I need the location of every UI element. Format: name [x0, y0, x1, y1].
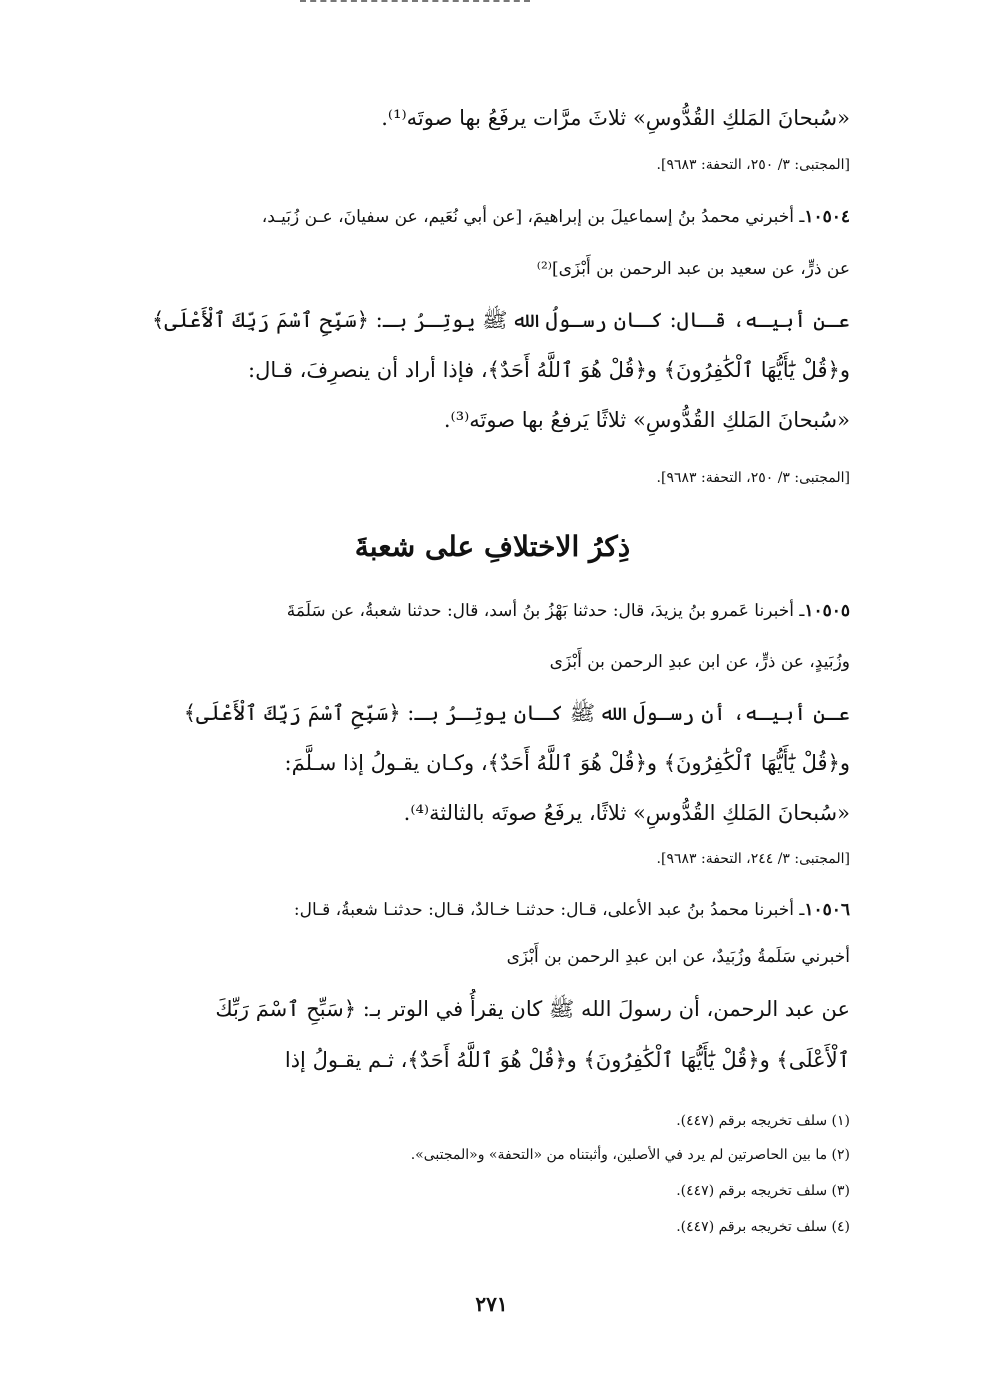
hadith-number: ١٠٥٠٥: [804, 601, 850, 621]
hadith-text-line: عـن أبيـه، أن رسـولَ الله ﷺ كـان يوتِـرُ بـ: ﴿سَبِّحِ ٱسْمَ رَبِّكَ ٱلْأَعْلَى﴾: [183, 701, 850, 725]
section-heading: ذِكرُ الاختلافِ على شعبةَ: [354, 530, 631, 563]
isnad-text: ـ أخبرنا عَمرو بنُ يزيدَ، قال: حدثنا بَهْزُ بنُ أسد، قال: حدثنا شعبةُ، عن سَلَمَةَ: [286, 601, 805, 621]
hadith-text-line: و﴿قُلْ يَٰٓأَيُّهَا ٱلْكَٰفِرُونَ﴾ و﴿قُلْ هُوَ ٱللَّهُ أَحَدٌ﴾، فإذا أراد أن ينصرِفَ، قـال:: [248, 358, 850, 382]
hadith-text-line: و﴿قُلْ يَٰٓأَيُّهَا ٱلْكَٰفِرُونَ﴾ و﴿قُلْ هُوَ ٱللَّهُ أَحَدٌ﴾، وكـان يقـولُ إذا سـلَّمَ:: [284, 751, 850, 775]
page-number: ٢٧١: [475, 1292, 508, 1316]
hadith-isnad-line: [135, 893, 850, 927]
top-decorative-rule: [300, 0, 530, 2]
hadith-text-line: عن عبد الرحمن، أن رسولَ الله ﷺ كان يقرأُ في الوتر بـ: ﴿سَبِّحِ ٱسْمَ رَبِّكَ: [215, 997, 850, 1021]
reference-line: [المجتبى: ٣/ ٢٥٠، التحفة: ٩٦٨٣].: [656, 470, 850, 486]
hadith-isnad-line: أخبرني سَلَمةُ وزُبَيدٌ، عن ابن عبدِ الرحمن بن أَبْزَى: [506, 947, 850, 967]
hadith-text-line: عـن أبيـه، قـال: كـان رسـولُ الله ﷺ يوتِـرُ بـ: ﴿سَبِّحِ ٱسْمَ رَبِّكَ ٱلْأَعْلَى﴾: [152, 308, 850, 332]
hadith-isnad-line: وزُبَيدٍ، عن ذرٍّ، عن ابن عبدِ الرحمن بن أَبْزَى: [549, 652, 850, 672]
footnote: (٢) ما بين الحاصرتين لم يرد في الأصلين، وأثبتناه من «التحفة» و«المجتبى».: [410, 1147, 850, 1163]
hadith-number: ١٠٥٠٤: [804, 207, 850, 227]
reference-line: [المجتبى: ٣/ ٢٥٠، التحفة: ٩٦٨٣].: [656, 157, 850, 173]
hadith-text-line: «سُبحانَ المَلكِ القُدُّوسِ» ثلاثًا يَرفعُ بها صوتَه⁽³⁾.: [443, 408, 850, 432]
isnad-text: ـ أخبرنا محمدُ بنُ عبد الأعلى، قـال: حدثنـا خـالدٌ، قـال: حدثنـا شعبةُ، قـال:: [293, 900, 805, 920]
isnad-text: ـ أخبرني محمدُ بنُ إسماعيلَ بن إبراهيمَ، [عن أبي نُعَيم، عن سفيانَ، عـن زُبَيـد،: [261, 207, 805, 227]
hadith-isnad-line: [135, 200, 850, 234]
hadith-isnad-line: [135, 594, 850, 628]
hadith-text-line: ٱلْأَعْلَى﴾ و﴿قُلْ يَٰٓأَيُّهَا ٱلْكَٰفِرُونَ﴾ و﴿قُلْ هُوَ ٱللَّهُ أَحَدٌ﴾، ثـم يقـولُ إذا: [284, 1048, 850, 1072]
footnote: (٤) سلف تخريجه برقم (٤٤٧).: [676, 1219, 850, 1235]
hadith-number: ١٠٥٠٦: [804, 900, 850, 920]
footnote: (٣) سلف تخريجه برقم (٤٤٧).: [676, 1183, 850, 1199]
reference-line: [المجتبى: ٣/ ٢٤٤، التحفة: ٩٦٨٣].: [656, 851, 850, 867]
continued-hadith-line: «سُبحانَ المَلكِ القُدُّوسِ» ثلاثَ مرَّات يرفَعُ بها صوتَه⁽¹⁾.: [381, 106, 850, 130]
footnote: (١) سلف تخريجه برقم (٤٤٧).: [676, 1113, 850, 1129]
hadith-isnad-line: عن ذرٍّ، عن سعيد بن عبد الرحمن بن أَبْزَى]⁽²⁾: [536, 259, 850, 279]
hadith-text-line: «سُبحانَ المَلكِ القُدُّوسِ» ثلاثًا، يرفَعُ صوتَه بالثالثة⁽⁴⁾.: [403, 801, 850, 825]
